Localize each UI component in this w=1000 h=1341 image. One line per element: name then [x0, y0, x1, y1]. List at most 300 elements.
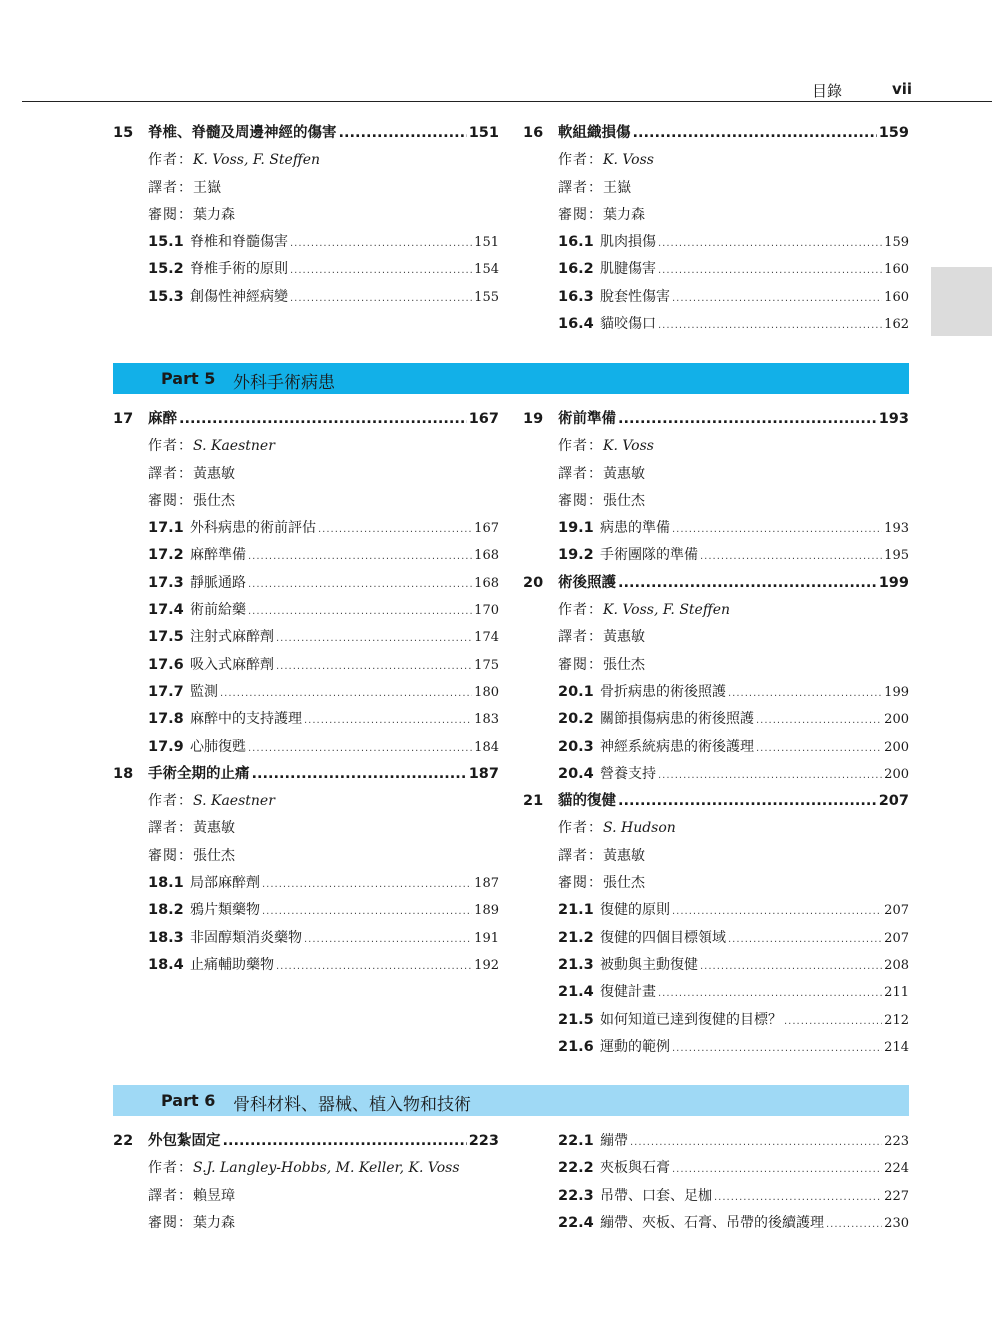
section-number: 17.7 — [148, 683, 184, 700]
dot-leader — [658, 256, 882, 284]
dot-leader — [714, 1183, 882, 1211]
section-page: 223 — [884, 1134, 909, 1149]
section-number: 18.3 — [148, 929, 184, 946]
dot-leader — [304, 925, 472, 953]
section-entry[interactable] — [523, 952, 909, 979]
credit-line — [523, 843, 909, 870]
credit-line — [113, 147, 499, 174]
section-page: 167 — [474, 521, 499, 537]
credit-role: 作者： — [148, 438, 193, 455]
credit-role: 審閱： — [148, 847, 193, 864]
section-entry[interactable] — [523, 679, 909, 706]
section-number: 22.4 — [558, 1214, 594, 1231]
section-entry[interactable] — [523, 979, 909, 1006]
section-title: 被動與主動復健 — [600, 956, 698, 973]
credit-role: 審閱： — [148, 1214, 193, 1231]
credit-name: 黃惠敏 — [603, 465, 645, 482]
section-title: 繃帶 — [600, 1133, 628, 1149]
chapter-number: 20 — [523, 574, 544, 591]
chapter-title: 手術全期的止痛 — [148, 765, 250, 782]
section-entry[interactable] — [113, 652, 499, 679]
credit-line — [523, 597, 909, 624]
dot-leader — [672, 897, 882, 925]
chapter-title: 外包紮固定 — [148, 1133, 221, 1149]
credit-name: 張仕杰 — [603, 656, 645, 673]
chapter-number: 15 — [113, 125, 134, 141]
dot-leader — [304, 706, 472, 734]
dot-leader — [756, 706, 882, 734]
part-6-banner — [113, 1085, 909, 1116]
section-page: 159 — [884, 235, 909, 251]
header-section-title: 目錄 — [812, 82, 843, 100]
section-page: 187 — [474, 876, 499, 892]
section-number: 21.4 — [558, 984, 594, 1001]
section-number: 18.2 — [148, 902, 184, 919]
part-5-label: Part 5 — [161, 369, 216, 388]
credit-role: 譯者： — [148, 465, 193, 482]
section-entry[interactable] — [113, 870, 499, 897]
section-page: 230 — [884, 1215, 909, 1231]
credit-role: 作者： — [558, 438, 603, 455]
section-entry[interactable] — [523, 1128, 909, 1155]
credit-name: 葉力森 — [193, 1214, 235, 1231]
credit-role: 作者： — [558, 602, 603, 619]
section-page: 214 — [884, 1039, 909, 1055]
credit-name: 黃惠敏 — [603, 629, 645, 646]
dot-leader — [658, 979, 882, 1007]
section-entry[interactable] — [113, 229, 499, 256]
section-entry[interactable] — [523, 515, 909, 542]
dot-leader — [179, 406, 467, 433]
section-entry[interactable] — [113, 256, 499, 283]
section-title: 注射式麻醉劑 — [190, 629, 274, 646]
section-title: 肌腱傷害 — [600, 261, 656, 278]
credit-name: S.J. Langley-Hobbs, M. Keller, K. Voss — [193, 1160, 460, 1177]
section-entry[interactable] — [523, 1183, 909, 1210]
side-thumb-tab — [931, 267, 992, 336]
credit-line — [113, 788, 499, 815]
chapter-page: 151 — [468, 125, 499, 141]
section-number: 17.3 — [148, 574, 184, 591]
section-number: 22.2 — [558, 1160, 594, 1177]
chapter-number: 17 — [113, 411, 134, 427]
credit-role: 作者： — [558, 152, 603, 169]
dot-leader — [220, 679, 472, 707]
toc-column-top-right — [523, 120, 909, 338]
section-number: 17.4 — [148, 602, 184, 619]
section-number: 15.1 — [148, 234, 184, 251]
credit-line — [113, 202, 499, 229]
section-entry[interactable] — [523, 229, 909, 256]
chapter-title: 脊椎、脊髓及周邊神經的傷害 — [148, 125, 337, 141]
dot-leader — [672, 284, 882, 312]
dot-leader — [672, 1155, 882, 1183]
credit-role: 審閱： — [558, 492, 603, 509]
section-page: 192 — [474, 957, 499, 973]
toc-column-bottom-right — [523, 1128, 909, 1237]
chapter-title: 術前準備 — [558, 411, 616, 427]
credit-role: 作者： — [148, 152, 193, 169]
credit-line — [113, 1210, 499, 1237]
section-number: 15.3 — [148, 288, 184, 305]
credit-name: K. Voss, F. Steffen — [193, 152, 321, 169]
dot-leader — [826, 1210, 882, 1238]
section-title: 止痛輔助藥物 — [190, 956, 274, 973]
chapter-entry[interactable] — [523, 120, 909, 147]
section-page: 189 — [474, 903, 499, 919]
section-entry[interactable] — [113, 734, 499, 761]
section-page: 200 — [884, 739, 909, 755]
section-page: 224 — [884, 1161, 909, 1177]
credit-line — [523, 652, 909, 679]
credit-line — [113, 815, 499, 842]
credit-name: 黃惠敏 — [193, 465, 235, 482]
dot-leader — [262, 897, 472, 925]
section-page: 211 — [884, 985, 909, 1001]
section-entry[interactable] — [113, 284, 499, 311]
section-title: 夾板與石膏 — [600, 1160, 670, 1177]
credit-line — [523, 488, 909, 515]
dot-leader — [728, 925, 882, 953]
dot-leader — [318, 515, 472, 543]
credit-line — [523, 461, 909, 488]
section-number: 20.4 — [558, 765, 594, 782]
section-entry[interactable] — [113, 679, 499, 706]
section-entry[interactable] — [523, 1155, 909, 1182]
section-entry[interactable] — [523, 925, 909, 952]
credit-role: 譯者： — [148, 179, 193, 196]
section-title: 運動的範例 — [600, 1038, 670, 1055]
dot-leader — [756, 734, 882, 762]
section-page: 180 — [474, 684, 499, 700]
dot-leader — [223, 1128, 467, 1155]
section-number: 20.1 — [558, 683, 594, 700]
credit-line — [113, 843, 499, 870]
section-title: 脊椎手術的原則 — [190, 261, 288, 278]
dot-leader — [290, 256, 472, 284]
dot-leader — [618, 406, 877, 433]
credit-line — [113, 488, 499, 515]
section-page: 195 — [884, 548, 909, 564]
section-page: 212 — [884, 1012, 909, 1028]
credit-role: 譯者： — [558, 179, 603, 196]
chapter-page: 167 — [468, 411, 499, 427]
section-entry[interactable] — [113, 706, 499, 733]
section-page: 154 — [474, 262, 499, 278]
credit-line — [523, 815, 909, 842]
section-number: 17.1 — [148, 520, 184, 537]
section-page: 207 — [884, 930, 909, 946]
credit-line — [523, 624, 909, 651]
section-page: 193 — [884, 521, 909, 537]
chapter-number: 19 — [523, 411, 544, 427]
credit-line — [113, 1183, 499, 1210]
dot-leader — [700, 952, 882, 980]
section-entry[interactable] — [523, 311, 909, 338]
section-page: 199 — [884, 684, 909, 700]
chapter-entry[interactable] — [113, 120, 499, 147]
section-page: 155 — [474, 289, 499, 305]
chapter-page: 223 — [468, 1133, 499, 1149]
section-title: 復健的原則 — [600, 902, 670, 919]
section-number: 17.2 — [148, 547, 184, 564]
section-page: 170 — [474, 603, 499, 619]
chapter-number: 22 — [113, 1133, 134, 1149]
dot-leader — [339, 120, 467, 147]
credit-name: S. Kaestner — [193, 793, 275, 810]
chapter-number: 18 — [113, 765, 134, 782]
section-entry[interactable] — [523, 706, 909, 733]
section-title: 術前給藥 — [190, 602, 246, 619]
section-page: 207 — [884, 903, 909, 919]
dot-leader — [630, 1128, 882, 1156]
section-number: 19.2 — [558, 547, 594, 564]
section-title: 復健計畫 — [600, 984, 656, 1001]
section-title: 繃帶、夾板、石膏、吊帶的後續護理 — [600, 1214, 824, 1231]
section-entry[interactable] — [523, 542, 909, 569]
credit-role: 作者： — [148, 1160, 193, 1177]
section-page: 168 — [474, 575, 499, 591]
credit-role: 譯者： — [148, 820, 193, 837]
section-number: 18.4 — [148, 956, 184, 973]
section-title: 脊椎和脊髓傷害 — [190, 234, 288, 251]
chapter-page: 187 — [468, 765, 499, 782]
section-title: 外科病患的術前評估 — [190, 520, 316, 537]
credit-name: K. Voss — [603, 438, 654, 455]
part-5-banner — [113, 363, 909, 394]
credit-role: 譯者： — [558, 629, 603, 646]
section-page: 208 — [884, 957, 909, 973]
section-entry[interactable] — [113, 570, 499, 597]
credit-name: 張仕杰 — [193, 492, 235, 509]
section-title: 營養支持 — [600, 765, 656, 782]
section-entry[interactable] — [113, 624, 499, 651]
section-number: 21.6 — [558, 1038, 594, 1055]
section-entry[interactable] — [113, 952, 499, 979]
section-page: 200 — [884, 766, 909, 782]
dot-leader — [658, 311, 882, 339]
chapter-entry[interactable] — [523, 570, 909, 597]
chapter-entry[interactable] — [113, 761, 499, 788]
section-page: 168 — [474, 548, 499, 564]
toc-column-bottom-left — [113, 1128, 499, 1237]
credit-line — [523, 147, 909, 174]
section-title: 病患的準備 — [600, 520, 670, 537]
section-title: 非固醇類消炎藥物 — [190, 929, 302, 946]
credit-role: 審閱： — [148, 492, 193, 509]
dot-leader — [248, 734, 472, 762]
section-title: 局部麻醉劑 — [190, 875, 260, 892]
credit-line — [113, 175, 499, 202]
credit-line — [523, 175, 909, 202]
credit-name: 王嶽 — [603, 179, 631, 196]
dot-leader — [618, 788, 877, 815]
dot-leader — [672, 1034, 882, 1062]
dot-leader — [728, 679, 882, 707]
credit-line — [523, 433, 909, 460]
dot-leader — [262, 870, 472, 898]
credit-name: K. Voss — [603, 152, 654, 169]
section-number: 19.1 — [558, 520, 594, 537]
credit-name: 黃惠敏 — [603, 847, 645, 864]
chapter-title: 麻醉 — [148, 411, 177, 427]
section-number: 20.3 — [558, 738, 594, 755]
credit-role: 作者： — [148, 793, 193, 810]
section-entry[interactable] — [523, 761, 909, 788]
dot-leader — [248, 597, 472, 625]
section-number: 15.2 — [148, 261, 184, 278]
section-number: 16.2 — [558, 261, 594, 278]
section-title: 吊帶、口套、足枷 — [600, 1187, 712, 1204]
part-6-title: 骨科材料、器械、植入物和技術 — [233, 1095, 471, 1115]
section-title: 手術團隊的準備 — [600, 547, 698, 564]
part-5-title: 外科手術病患 — [233, 373, 335, 393]
section-title: 麻醉中的支持護理 — [190, 711, 302, 728]
section-number: 17.6 — [148, 656, 184, 673]
dot-leader — [618, 570, 877, 597]
section-entry[interactable] — [523, 1210, 909, 1237]
section-title: 如何知道已達到復健的目標？ — [600, 1011, 782, 1028]
section-page: 160 — [884, 262, 909, 278]
section-entry[interactable] — [523, 1034, 909, 1061]
header-page-number: vii — [892, 80, 913, 98]
credit-name: 葉力森 — [603, 206, 645, 223]
section-page: 191 — [474, 930, 499, 946]
toc-column-mid-right — [523, 406, 909, 1061]
credit-name: 張仕杰 — [193, 847, 235, 864]
section-entry[interactable] — [113, 597, 499, 624]
credit-name: 王嶽 — [193, 179, 221, 196]
section-page: 151 — [474, 235, 499, 251]
section-number: 20.2 — [558, 711, 594, 728]
dot-leader — [252, 761, 467, 788]
section-number: 18.1 — [148, 875, 184, 892]
section-title: 麻醉準備 — [190, 547, 246, 564]
credit-line — [523, 870, 909, 897]
section-number: 21.1 — [558, 902, 594, 919]
chapter-entry[interactable] — [523, 406, 909, 433]
dot-leader — [784, 1007, 882, 1035]
section-entry[interactable] — [523, 897, 909, 924]
credit-name: K. Voss, F. Steffen — [603, 602, 731, 619]
section-title: 關節損傷病患的術後照護 — [600, 711, 754, 728]
toc-column-mid-left — [113, 406, 499, 979]
section-title: 骨折病患的術後照護 — [600, 683, 726, 700]
dot-leader — [290, 229, 472, 257]
credit-role: 作者： — [558, 820, 603, 837]
header-divider — [22, 101, 992, 102]
chapter-number: 21 — [523, 793, 544, 810]
section-number: 16.4 — [558, 316, 594, 333]
credit-role: 譯者： — [148, 1187, 193, 1204]
credit-role: 審閱： — [558, 656, 603, 673]
dot-leader — [248, 542, 472, 570]
chapter-entry[interactable] — [113, 1128, 499, 1155]
toc-column-top-left — [113, 120, 499, 311]
section-page: 174 — [474, 630, 499, 646]
credit-role: 譯者： — [558, 465, 603, 482]
section-entry[interactable] — [113, 925, 499, 952]
credit-name: 張仕杰 — [603, 875, 645, 892]
section-title: 心肺復甦 — [190, 738, 246, 755]
section-number: 21.3 — [558, 956, 594, 973]
section-title: 靜脈通路 — [190, 574, 246, 591]
section-entry[interactable] — [113, 897, 499, 924]
section-page: 160 — [884, 289, 909, 305]
credit-name: 葉力森 — [193, 206, 235, 223]
chapter-entry[interactable] — [113, 406, 499, 433]
section-number: 16.1 — [558, 234, 594, 251]
chapter-page: 199 — [878, 574, 909, 591]
section-title: 復健的四個目標領域 — [600, 929, 726, 946]
section-title: 神經系統病患的術後護理 — [600, 738, 754, 755]
dot-leader — [700, 542, 882, 570]
section-number: 16.3 — [558, 288, 594, 305]
section-entry[interactable] — [113, 542, 499, 569]
section-entry[interactable] — [113, 515, 499, 542]
chapter-title: 貓的復健 — [558, 793, 616, 810]
section-title: 創傷性神經病變 — [190, 288, 288, 305]
chapter-page: 193 — [878, 411, 909, 427]
credit-line — [113, 461, 499, 488]
section-title: 監測 — [190, 683, 218, 700]
section-number: 22.1 — [558, 1133, 594, 1149]
section-title: 貓咬傷口 — [600, 316, 656, 333]
credit-name: S. Hudson — [603, 820, 676, 837]
section-entry[interactable] — [523, 1007, 909, 1034]
credit-line — [523, 202, 909, 229]
credit-name: S. Kaestner — [193, 438, 275, 455]
dot-leader — [276, 952, 472, 980]
dot-leader — [290, 284, 472, 312]
credit-name: 黃惠敏 — [193, 820, 235, 837]
section-entry[interactable] — [523, 256, 909, 283]
section-page: 162 — [884, 317, 909, 333]
credit-line — [113, 1155, 499, 1182]
section-number: 21.5 — [558, 1011, 594, 1028]
credit-role: 審閱： — [558, 875, 603, 892]
chapter-page: 159 — [878, 125, 909, 141]
section-page: 200 — [884, 712, 909, 728]
chapter-title: 軟組織損傷 — [558, 125, 631, 141]
section-page: 175 — [474, 657, 499, 673]
dot-leader — [658, 761, 882, 789]
part-6-label: Part 6 — [161, 1091, 216, 1110]
section-entry[interactable] — [523, 734, 909, 761]
section-number: 17.5 — [148, 629, 184, 646]
chapter-page: 207 — [878, 793, 909, 810]
credit-role: 審閱： — [558, 206, 603, 223]
section-entry[interactable] — [523, 284, 909, 311]
section-page: 184 — [474, 739, 499, 755]
dot-leader — [276, 652, 472, 680]
section-page: 183 — [474, 712, 499, 728]
credit-line — [113, 433, 499, 460]
dot-leader — [248, 570, 472, 598]
chapter-entry[interactable] — [523, 788, 909, 815]
section-title: 肌肉損傷 — [600, 234, 656, 251]
section-page: 227 — [884, 1188, 909, 1204]
credit-role: 審閱： — [148, 206, 193, 223]
dot-leader — [633, 120, 877, 147]
section-number: 17.9 — [148, 738, 184, 755]
section-title: 鴉片類藥物 — [190, 902, 260, 919]
section-number: 21.2 — [558, 929, 594, 946]
section-number: 17.8 — [148, 711, 184, 728]
dot-leader — [658, 229, 882, 257]
credit-name: 賴昱璋 — [193, 1187, 235, 1204]
section-number: 22.3 — [558, 1187, 594, 1204]
